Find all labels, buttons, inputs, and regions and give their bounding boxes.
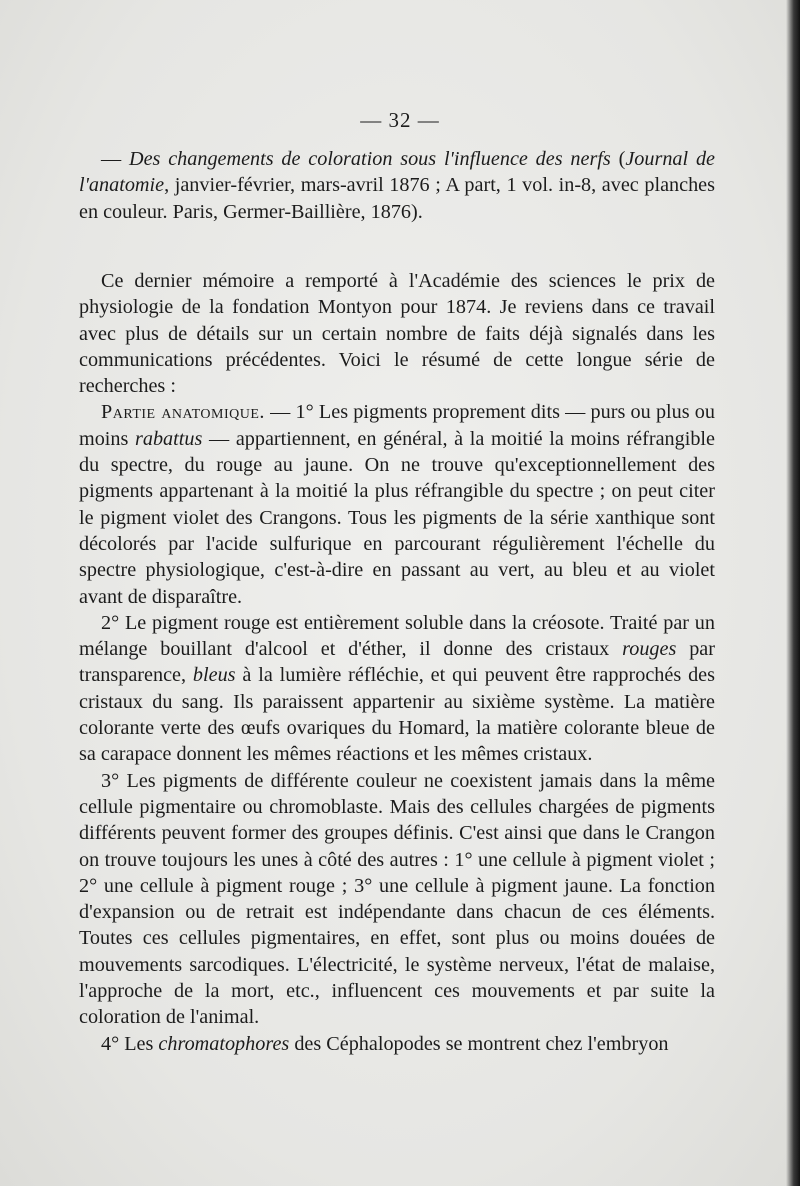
section-4-paragraph: 4° Les chromatophores des Céphalopodes se montrent chez l'embryon bbox=[101, 1032, 669, 1055]
section-1-paragraph: Partie anatomique. — 1° Les pigments proprement dits — purs ou plus ou moins rabattus — appartiennent, en général, à la moitié la moins réfrangible du spectre, du rouge au jaune. On ne trouve qu'exceptionnellement des pigments appartenant à la moitié la plus réfrangible du spectre ; on peut citer le pigment violet des Crangons. Tous les pigments de la série xanthique sont décolorés par l'acide sulfurique en parcourant régulièrement l'échelle du spectre physiologique, c'est-à-dire en passant au vert, au bleu et au violet avant de disparaître. bbox=[79, 401, 715, 608]
summary-body bbox=[79, 268, 715, 1057]
reference-entry bbox=[79, 146, 715, 225]
reference-dash: — bbox=[101, 148, 130, 170]
intro-paragraph: Ce dernier mémoire a remporté à l'Académie des sciences le prix de physiologie de la fondation Montyon pour 1874. Je reviens dans ce travail avec plus de détails sur un certain nombre de faits déjà signalés dans les communications précédentes. Voici le résumé de cette longue série de recherches : bbox=[79, 270, 715, 398]
page-number: — 32 — bbox=[360, 108, 440, 132]
reference-details: , janvier-février, mars-avril 1876 ; A part, 1 vol. in-8, avec planches en couleur. Paris, Germer-Baillière, 1876). bbox=[79, 174, 715, 223]
reference-journal: Journal de l'anatomie bbox=[79, 148, 715, 197]
section-2-paragraph: 2° Le pigment rouge est entièrement soluble dans la créosote. Traité par un mélange bouillant d'alcool et d'éther, il donne des cristaux rouges par transparence, bleus à la lumière réfléchie, et qui peuvent être rapprochés des cristaux du sang. Ils paraissent appartenir au sixième système. La matière colorante verte des œufs ovariques du Homard, la matière colorante bleue de sa carapace donnent les mêmes réactions et les mêmes cristaux. bbox=[79, 611, 715, 766]
section-heading-anatomique: Partie anatomique. bbox=[101, 401, 265, 424]
reference-open-paren: ( bbox=[610, 148, 626, 170]
page-binding-edge bbox=[786, 0, 800, 1186]
reference-paragraph bbox=[79, 146, 715, 225]
reference-title: Des changements de coloration sous l'influence des nerfs bbox=[129, 148, 611, 170]
section-3-paragraph: 3° Les pigments de différente couleur ne coexistent jamais dans la même cellule pigmentaire ou chromoblaste. Mais des cellules chargées de pigments différents peuvent former des groupes définis. C'est ainsi que dans le Crangon on trouve toujours les unes à côté des autres : 1° une cellule à pigment violet ; 2° une cellule à pigment rouge ; 3° une cellule à pigment jaune. La fonction d'expansion ou de retrait est indépendante dans chacun de ces éléments. Toutes ces cellules pigmentaires, en effet, sont plus ou moins douées de mouvements sarcodiques. L'électricité, le système nerveux, l'état de malaise, l'approche de la mort, etc., influencent ces mouvements et par suite la coloration de l'animal. bbox=[79, 769, 715, 1029]
